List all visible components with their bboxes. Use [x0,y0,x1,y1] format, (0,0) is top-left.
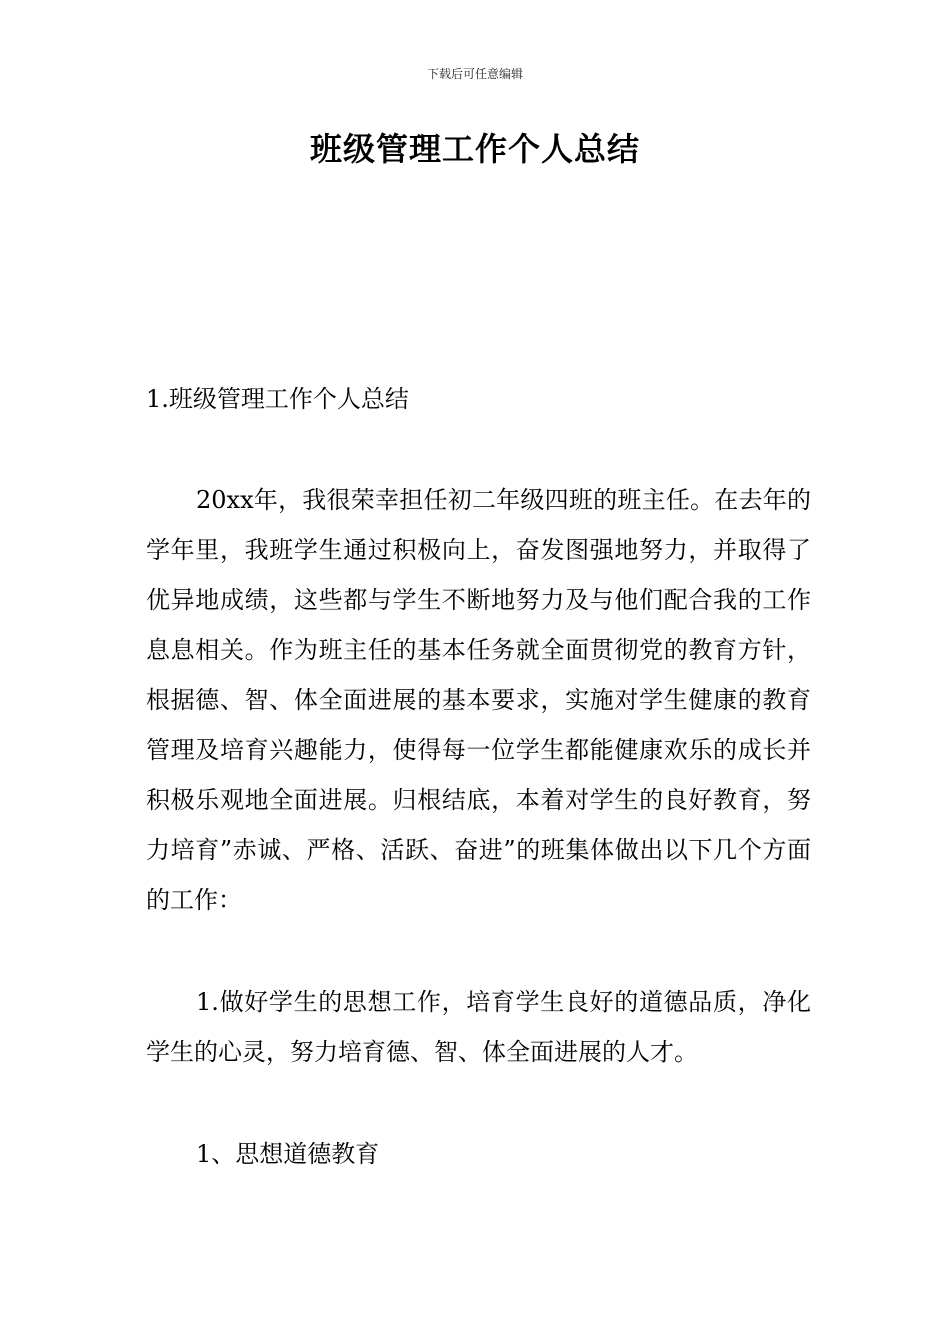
document-title: 班级管理工作个人总结 [309,130,640,168]
point-1-paragraph: 1.做好学生的思想工作，培育学生良好的道德品质，净化学生的心灵，努力培育德、智、体全面进展的人才。 [146,988,811,1066]
header-note: 下载后可任意编辑 [426,67,523,81]
spacer [146,421,811,475]
spacer [146,1077,811,1129]
document-body [146,377,811,1179]
spacer [146,925,811,977]
intro-paragraph: 20xx年，我很荣幸担任初二年级四班的班主任。在去年的学年里，我班学生通过积极向上，奋发图强地努力，并取得了优异地成绩，这些都与学生不断地努力及与他们配合我的工作息息相关。作为班主任的基本任务就全面贯彻党的教育方针，根据德、智、体全面进展的基本要求，实施对学生健康的教育管理及培育兴趣能力，使得每一位学生都能健康欢乐的成长并积极乐观地全面进展。归根结底，本着对学生的良好教育，努力培育”赤诚、严格、活跃、奋进”的班集体做出以下几个方面的工作： [146,486,811,914]
sub-heading-1: 1、思想道德教育 [196,1140,380,1168]
section-heading: 1.班级管理工作个人总结 [146,385,409,413]
